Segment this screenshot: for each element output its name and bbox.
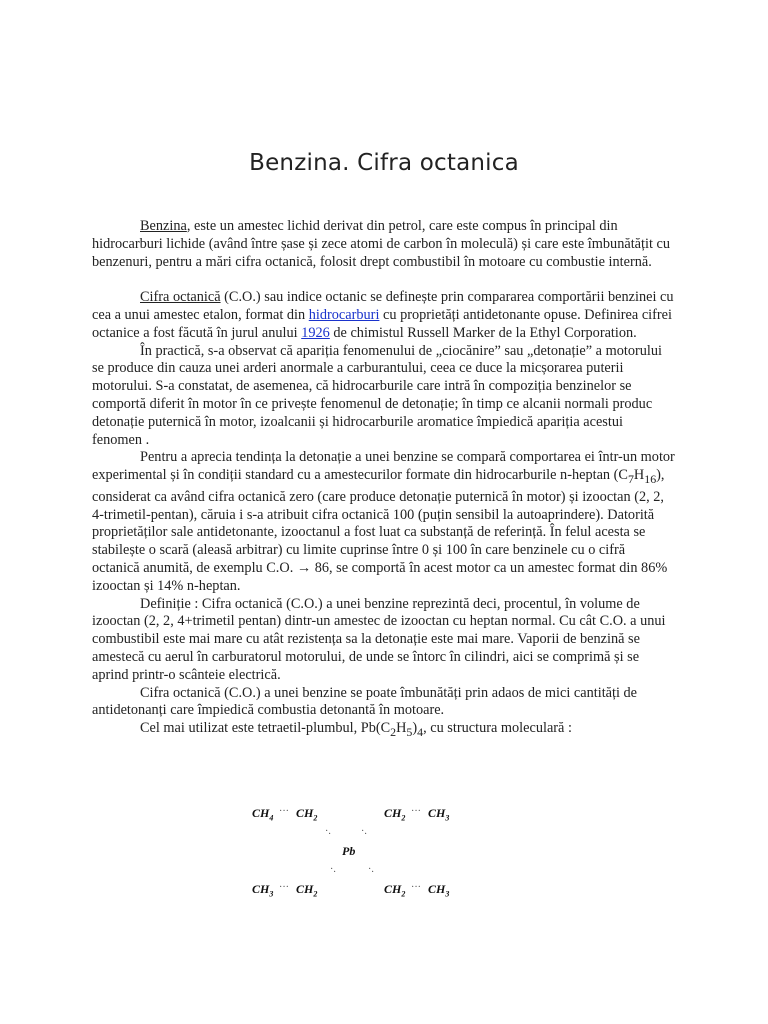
term-cifra-octanica: Cifra octanică xyxy=(140,289,221,306)
bond-dots: ·. xyxy=(330,864,336,875)
bond-dots: ·. xyxy=(361,826,367,837)
bond-dots: ··· xyxy=(411,882,421,893)
paragraph-definitie xyxy=(92,596,676,685)
paragraph-text: , este un amestec lichid derivat din petrol, care este compus în principal din hidrocarburi lichide (având între șase și zece atomi de carbon în moleculă) și care este îmbunătățit cu benzenuri, pentru a mări cifra octanică, folosit drept combustibil în motoare cu combustie internă. xyxy=(92,218,670,270)
paragraph-text: , cu structura moleculară : xyxy=(423,720,572,737)
paragraph-practica xyxy=(92,343,676,450)
paragraph-text: Cel mai utilizat este tetraetil-plumbul, Pb(C xyxy=(140,720,391,737)
bond-dots: ·. xyxy=(325,826,331,837)
bond-dots: ·. xyxy=(368,864,374,875)
link-hidrocarburi[interactable]: hidrocarburi xyxy=(308,306,380,323)
bond-dots: ··· xyxy=(279,882,289,893)
paragraph-cifra-octanica xyxy=(92,289,676,342)
group-ch2-bottom-right: $CH_2$ xyxy=(384,882,406,899)
lead-atom: Pb xyxy=(342,844,356,858)
paragraph-tetraetil xyxy=(92,720,676,742)
group-ch2-top-left: $CH_2$ xyxy=(296,806,318,823)
group-ch3-bottom-left: $CH_3$ xyxy=(252,882,274,899)
document-body xyxy=(92,218,676,742)
link-1926[interactable]: 1926 xyxy=(301,324,330,341)
group-ch3-top-right: $CH_3$ xyxy=(428,806,450,823)
paragraph-text: În practică, s-a observat că apariția fenomenului de „ciocănire” sau „detonație” a motorului se produce din cauza unei arderi anormale a carburantului, ceea ce duce la micșorarea puterii motorului. S-a constatat, de asemenea, că hidrocarburile care intră în compoziția benzinelor se comportă diferit în motor în ce privește fenomenul de detonație; în timp ce alcanii normali produc detonație puternică în motor, izoalcanii și hidrocarburile aromatice împiedică apariția acestui fenomen . xyxy=(92,342,662,448)
subscript: 4 xyxy=(417,725,424,740)
paragraph-text: ), considerat ca având cifra octanică zero (care produce detonație puternică în motor) și izooctan (2, 2, 4-trimetil-pentan), căruia i s-a atribuit cifra octanică 100 (puțin sensibil la autoaprindere). Datorită proprietăților sale antidetonante, izooctanul a fost luat ca substanță de referință. În felul acesta se stabilește o scară (aleasă arbitrar) cu limite cuprinse între 0 și 100 în care benzinele cu o cifră octanică anumită, de exemplu C.O. → 86, se comportă în acest motor ca un amestec format din 86% izooctan și 14% n-heptan. xyxy=(92,467,668,594)
bond-dots: ··· xyxy=(279,806,289,817)
subscript: 2 xyxy=(390,725,397,740)
paragraph-text: ) xyxy=(412,720,418,737)
group-ch4-top-left: $CH_4$ xyxy=(252,806,274,823)
bond-dots: ··· xyxy=(411,806,421,817)
paragraph-text: H xyxy=(396,720,407,737)
paragraph-text: Definiție : Cifra octanică (C.O.) a unei benzine reprezintă deci, procentul, în volume de izooctan (2, 2, 4+trimetil pentan) dintr-un amestec de izooctan cu heptan normal. Cu cât C.O. a unui combustibil este mai mare cu atât rezistența sa la detonație este mai mare. Vaporii de benzină se amestecă cu aerul în carburatorul motorului, de unde se întorc în cilindri, aici se comprimă și se aprind printr-o scânteie electrică. xyxy=(92,595,666,683)
document-title: Benzina. Cifra octanica xyxy=(249,150,519,176)
paragraph-benzina xyxy=(92,218,676,271)
paragraph-text: Cifra octanică (C.O.) a unei benzine se poate îmbunătăți prin adaos de mici cantități de antidetonanți care împiedică combustia detonantă în motoare. xyxy=(92,684,638,719)
paragraph-text: cu proprietăți antidetonante opuse. Definirea cifrei octanice a fost făcută în jurul anului xyxy=(92,306,672,341)
subscript: 16 xyxy=(644,472,657,487)
subscript: 7 xyxy=(627,472,634,487)
paragraph-text: de chimistul Russell Marker de la Ethyl Corporation. xyxy=(329,324,637,341)
group-ch2-bottom-left: $CH_2$ xyxy=(296,882,318,899)
paragraph-text: Pentru a aprecia tendința la detonație a unei benzine se compară comportarea ei într-un motor experimental și în condiții standard cu a amestecurilor formate din hidrocarburile n-heptan (C xyxy=(92,449,675,484)
term-benzina: Benzina xyxy=(140,218,187,234)
group-ch3-bottom-right: $CH_3$ xyxy=(428,882,450,899)
group-ch2-top-right: $CH_2$ xyxy=(384,806,406,823)
paragraph-tendinta xyxy=(92,449,676,595)
paragraph-imbunatatire xyxy=(92,685,676,721)
paragraph-text: (C.O.) sau indice octanic se definește prin compararea comportării benzinei cu cea a unui amestec etalon, format din xyxy=(92,289,674,323)
subscript: 5 xyxy=(406,725,413,740)
paragraph-text: H xyxy=(633,467,645,484)
